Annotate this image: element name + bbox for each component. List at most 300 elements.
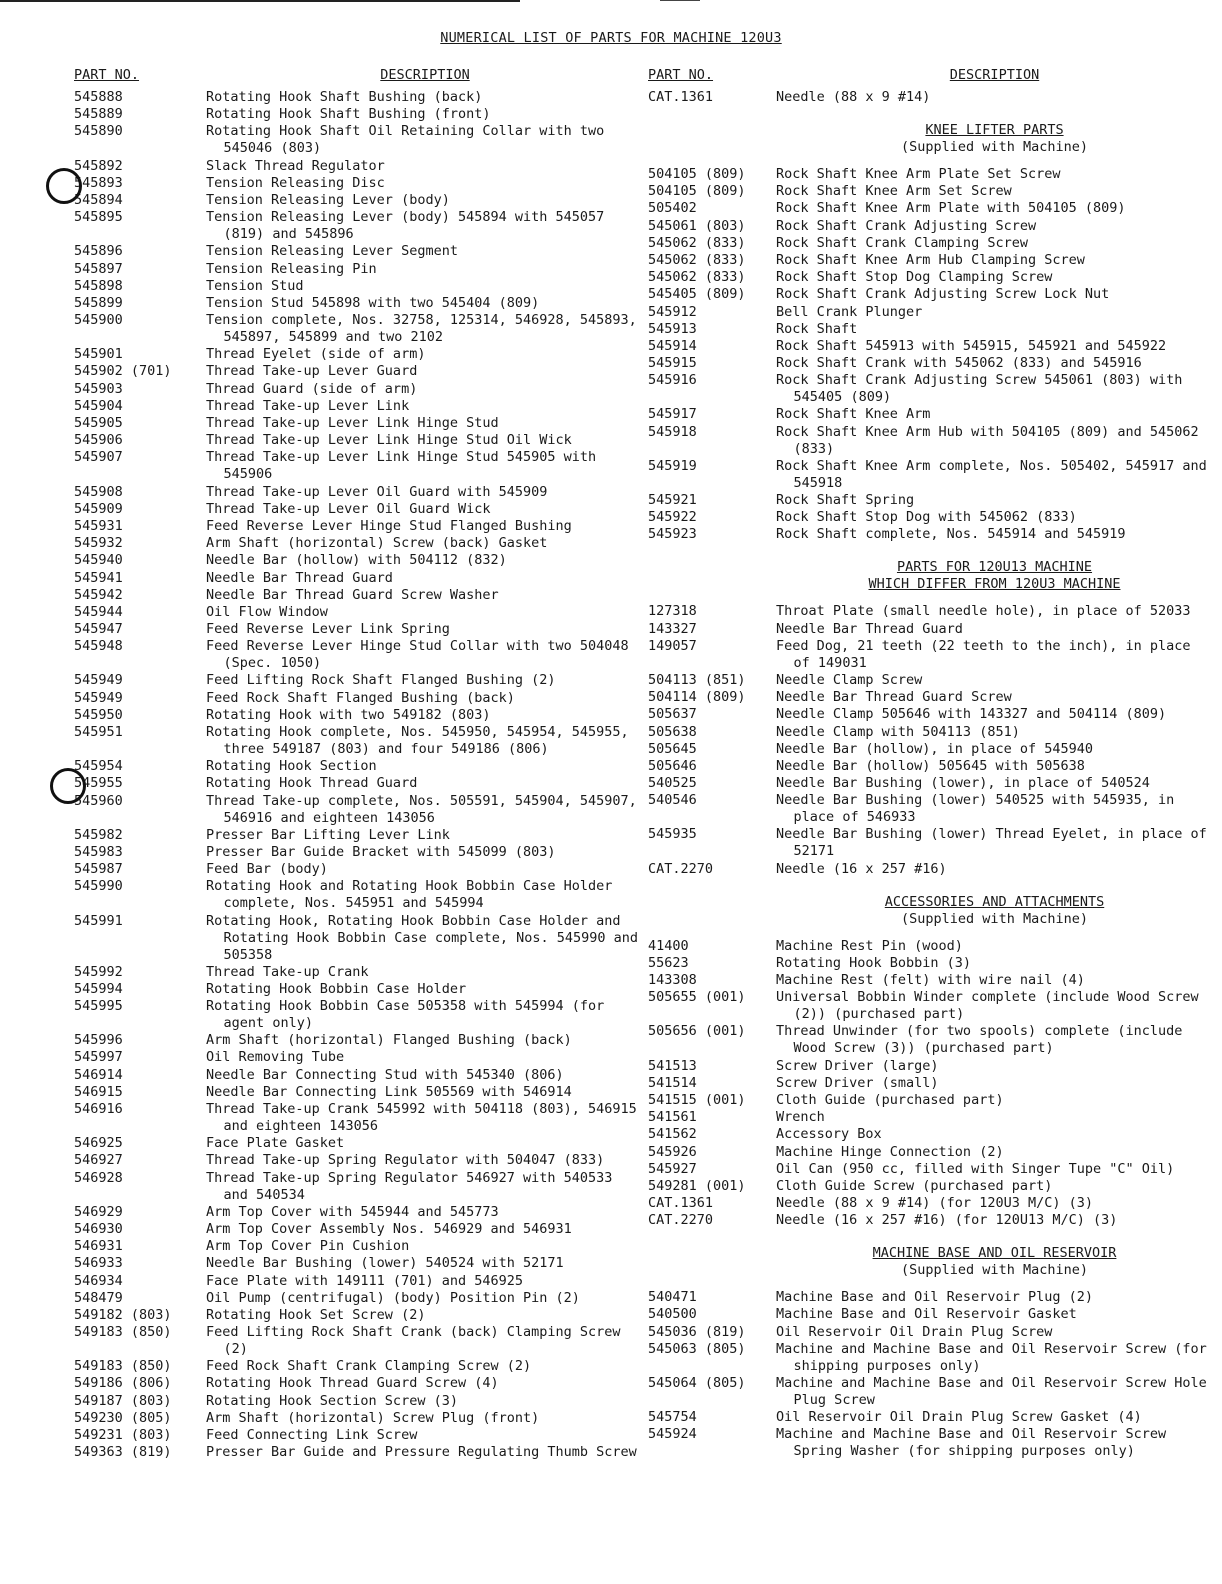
right-parts-list — [648, 89, 1213, 1460]
part-number: 545062 (833) — [648, 251, 746, 268]
part-description: Rotating Hook Bobbin (3) — [776, 954, 972, 971]
table-row — [74, 175, 644, 192]
table-row — [648, 406, 1213, 423]
part-description: Universal Bobbin Winder complete (include Wood Screw (2)) (purchased part) — [776, 989, 1207, 1023]
section-title: ACCESSORIES AND ATTACHMENTS — [884, 893, 1105, 910]
part-description: Feed Lifting Rock Shaft Flanged Bushing (2) — [206, 672, 556, 689]
part-description: Cloth Guide (purchased part) — [776, 1091, 1004, 1108]
part-number: 545889 — [74, 106, 123, 123]
part-number: 541515 (001) — [648, 1091, 746, 1108]
page-title: NUMERICAL LIST OF PARTS FOR MACHINE 120U3 — [440, 30, 782, 46]
part-number: 545944 — [74, 603, 123, 620]
part-description: Thread Take-up Crank 545992 with 504118 (803), 546915 and eighteen 143056 — [206, 1101, 645, 1134]
table-row — [74, 1324, 644, 1358]
part-description: Arm Shaft (horizontal) Screw (back) Gasket — [206, 535, 548, 552]
table-row — [648, 1092, 1213, 1109]
part-number: 541561 — [648, 1109, 697, 1126]
part-number: 545916 — [648, 372, 697, 389]
part-description: Needle Bar (hollow), in place of 545940 — [776, 740, 1093, 757]
part-description: Oil Reservoir Oil Drain Plug Screw — [776, 1323, 1053, 1340]
part-number: 545064 (805) — [648, 1375, 746, 1391]
part-description: Rock Shaft Crank Adjusting Screw 545061 (803) with 545405 (809) — [776, 372, 1191, 406]
part-number: 545954 — [74, 758, 123, 775]
table-row — [74, 793, 644, 827]
table-row — [648, 1426, 1213, 1460]
part-description: Machine Rest (felt) with wire nail (4) — [776, 972, 1085, 988]
part-description: Rotating Hook Thread Guard — [206, 775, 418, 792]
part-number: 545926 — [648, 1143, 697, 1160]
part-description: Rotating Hook Shaft Oil Retaining Collar with two 545046 (803) — [206, 123, 613, 157]
table-row — [648, 1341, 1213, 1375]
part-number: 549183 (850) — [74, 1358, 172, 1375]
part-number: 505655 (001) — [648, 989, 746, 1006]
table-row — [648, 1178, 1213, 1195]
part-number: CAT.2270 — [648, 860, 714, 877]
hand-drawn-circle-mark — [46, 168, 82, 204]
part-number: 549187 (803) — [74, 1392, 172, 1409]
table-row — [74, 707, 644, 724]
part-number: 545992 — [74, 963, 123, 980]
part-description: Needle (88 x 9 #14) (for 120U3 M/C) (3) — [776, 1195, 1093, 1212]
part-number: 546934 — [74, 1272, 123, 1289]
description-header: DESCRIPTION — [380, 67, 470, 83]
table-row — [74, 449, 644, 483]
part-description: Rock Shaft Knee Arm Plate with 504105 (809) — [776, 200, 1126, 217]
part-number: 541514 — [648, 1074, 697, 1091]
part-description: Needle Bar (hollow) 505645 with 505638 — [776, 757, 1085, 774]
part-description: Bell Crank Plunger — [776, 303, 923, 320]
table-row — [648, 955, 1213, 972]
table-row — [648, 1023, 1213, 1057]
part-number: 541562 — [648, 1126, 697, 1143]
part-description: Oil Can (950 cc, filled with Singer Tupe "C" Oil) — [776, 1160, 1175, 1177]
table-row — [74, 1358, 644, 1375]
part-description: Oil Pump (centrifugal) (body) Position Pin (2) — [206, 1289, 580, 1306]
part-description: Thread Guard (side of arm) — [206, 380, 418, 397]
part-description: Thread Take-up Lever Guard — [206, 363, 418, 380]
part-number: CAT.1361 — [648, 89, 714, 105]
table-row — [74, 261, 644, 278]
table-row — [648, 286, 1213, 303]
part-description: Thread Take-up Spring Regulator with 504047 (833) — [206, 1152, 605, 1169]
part-description: Rock Shaft Crank with 545062 (833) and 545916 — [776, 355, 1142, 372]
part-number: 545949 — [74, 689, 123, 706]
section-title: MACHINE BASE AND OIL RESERVOIR — [872, 1245, 1117, 1262]
table-row — [648, 938, 1213, 955]
table-row — [74, 518, 644, 535]
part-description: Oil Removing Tube — [206, 1049, 345, 1066]
part-description: Rock Shaft Crank Adjusting Screw — [776, 217, 1037, 234]
part-description: Wrench — [776, 1109, 825, 1126]
part-number: 545063 (805) — [648, 1340, 746, 1357]
part-description: Needle (16 x 257 #16) (for 120U13 M/C) (3) — [776, 1212, 1118, 1229]
table-row — [74, 295, 644, 312]
part-number: 545983 — [74, 843, 123, 860]
part-number: 545955 — [74, 775, 123, 792]
part-number: 545062 (833) — [648, 234, 746, 251]
part-description: Needle Clamp 505646 with 143327 and 504114 (809) — [776, 706, 1167, 723]
table-row — [648, 724, 1213, 741]
part-number: 545995 — [74, 998, 123, 1015]
table-row — [74, 209, 644, 243]
part-number: 540471 — [648, 1289, 697, 1306]
part-number: 545932 — [74, 535, 123, 552]
part-description: Needle Bar Bushing (lower), in place of 540524 — [776, 775, 1150, 792]
part-number: 541513 — [648, 1057, 697, 1074]
table-row — [648, 1195, 1213, 1212]
part-description: Rotating Hook Section Screw (3) — [206, 1392, 458, 1409]
table-row — [648, 638, 1213, 672]
part-number: 545987 — [74, 861, 123, 878]
part-description: Rock Shaft Knee Arm Hub Clamping Screw — [776, 251, 1085, 268]
part-description: Needle Bar Connecting Stud with 545340 (806) — [206, 1066, 564, 1083]
part-number: 545890 — [74, 123, 123, 140]
part-description: Tension Releasing Lever Segment — [206, 243, 458, 260]
part-number: 546928 — [74, 1169, 123, 1186]
part-description: Needle Bar Thread Guard — [206, 569, 393, 586]
part-number: 540500 — [648, 1306, 697, 1323]
table-row — [648, 492, 1213, 509]
table-row — [648, 269, 1213, 286]
table-row — [74, 1135, 644, 1152]
table-row — [74, 758, 644, 775]
table-row — [648, 321, 1213, 338]
part-number: 545913 — [648, 320, 697, 337]
part-description: Presser Bar Guide Bracket with 545099 (803) — [206, 843, 556, 860]
part-description: Machine and Machine Base and Oil Reservoir Screw (for shipping purposes only) — [776, 1340, 1215, 1374]
part-number: 546931 — [74, 1238, 123, 1255]
part-number: 504105 (809) — [648, 183, 746, 200]
part-description: Accessory Box — [776, 1126, 882, 1143]
part-description: Needle Clamp with 504113 (851) — [776, 723, 1020, 740]
part-number: 545907 — [74, 449, 123, 466]
part-number: 545902 (701) — [74, 363, 172, 380]
part-description: Needle Bar Thread Guard Screw Washer — [206, 586, 499, 603]
part-number: 545924 — [648, 1426, 697, 1443]
part-number: 41400 — [648, 937, 689, 954]
part-number: 545942 — [74, 586, 123, 603]
part-number: 545904 — [74, 397, 123, 414]
part-number: CAT.1361 — [648, 1195, 714, 1212]
part-number: 55623 — [648, 954, 689, 971]
part-description: Machine and Machine Base and Oil Reservoir Screw Hole Plug Screw — [776, 1375, 1215, 1408]
table-row — [74, 1255, 644, 1272]
table-row — [74, 89, 644, 106]
scan-edge-line — [660, 0, 700, 1]
part-number: 545922 — [648, 509, 697, 526]
table-row — [74, 312, 644, 346]
part-description: Oil Reservoir Oil Drain Plug Screw Gasket (4) — [776, 1409, 1142, 1426]
part-number: 545923 — [648, 526, 697, 543]
part-number: 545892 — [74, 157, 123, 174]
part-number: 505656 (001) — [648, 1023, 746, 1040]
part-number: 540525 — [648, 775, 697, 792]
table-row — [74, 381, 644, 398]
table-row — [74, 1427, 644, 1444]
table-row — [74, 243, 644, 260]
right-parts-column — [648, 67, 1213, 1461]
part-description: Feed Lifting Rock Shaft Crank (back) Clamping Screw (2) — [206, 1324, 629, 1358]
part-number: 546914 — [74, 1066, 123, 1083]
part-number: 504114 (809) — [648, 689, 746, 706]
part-number: 545917 — [648, 406, 697, 423]
part-description: Tension Releasing Lever (body) — [206, 191, 450, 208]
table-row — [74, 363, 644, 380]
part-number: 545940 — [74, 552, 123, 569]
part-number: 545906 — [74, 432, 123, 449]
part-description: Rotating Hook and Rotating Hook Bobbin Case Holder complete, Nos. 545951 and 545994 — [206, 878, 621, 912]
table-row — [74, 1221, 644, 1238]
scan-edge-line — [0, 0, 520, 2]
part-description: Thread Take-up Crank — [206, 963, 369, 980]
part-description: Thread Take-up Lever Link — [206, 397, 410, 414]
part-number: 143308 — [648, 972, 697, 988]
table-row — [74, 690, 644, 707]
table-row — [74, 998, 644, 1032]
table-row — [74, 878, 644, 912]
table-row — [74, 638, 644, 672]
table-row — [648, 166, 1213, 183]
part-number: 549230 (805) — [74, 1409, 172, 1426]
table-row — [74, 1032, 644, 1049]
table-row — [74, 912, 647, 964]
table-row — [74, 346, 644, 363]
table-row — [648, 603, 1213, 620]
table-row — [648, 1306, 1213, 1323]
table-row — [648, 1126, 1213, 1143]
left-column-header — [74, 67, 644, 89]
part-number: 545951 — [74, 724, 123, 740]
part-number: 546927 — [74, 1152, 123, 1169]
part-number: 545888 — [74, 89, 123, 105]
table-row — [648, 689, 1213, 706]
part-description: Screw Driver (small) — [776, 1074, 939, 1091]
table-row — [648, 1212, 1213, 1229]
part-description: Needle Bar Bushing (lower) Thread Eyelet, in place of 52171 — [776, 826, 1215, 860]
table-row — [648, 218, 1213, 235]
table-row — [74, 1170, 644, 1204]
part-description: Feed Dog, 21 teeth (22 teeth to the inch), in place of 149031 — [776, 637, 1199, 671]
part-description: Thread Take-up complete, Nos. 505591, 545904, 545907, 546916 and eighteen 143056 — [206, 792, 645, 826]
table-row — [74, 1101, 644, 1135]
part-description: Tension Stud — [206, 277, 304, 294]
part-number: 505638 — [648, 723, 697, 740]
part-number: 546929 — [74, 1203, 123, 1220]
part-number: 545894 — [74, 191, 123, 208]
table-row — [648, 1409, 1213, 1426]
part-description: Tension Releasing Lever (body) 545894 with 545057 (819) and 545896 — [206, 209, 613, 243]
part-number: 545982 — [74, 826, 123, 843]
table-row — [74, 1290, 644, 1307]
table-row — [648, 1289, 1213, 1306]
part-number: 545893 — [74, 174, 123, 191]
part-number: 545896 — [74, 243, 123, 260]
part-description: Feed Reverse Lever Hinge Stud Flanged Bushing — [206, 517, 572, 534]
part-description: Rotating Hook Bobbin Case Holder — [206, 980, 467, 997]
part-number: 545908 — [74, 483, 123, 500]
table-row — [648, 972, 1213, 989]
part-number: 545935 — [648, 826, 697, 843]
part-number: 545918 — [648, 423, 697, 440]
table-row — [648, 304, 1213, 321]
table-row — [648, 1144, 1213, 1161]
table-row — [74, 1152, 644, 1169]
part-description: Tension Releasing Disc — [206, 174, 385, 191]
part-description: Face Plate Gasket — [206, 1135, 345, 1152]
part-number: 504105 (809) — [648, 166, 746, 182]
part-number: 545931 — [74, 517, 123, 534]
table-row — [648, 509, 1213, 526]
section-heading — [776, 122, 1213, 156]
section-subtitle: (Supplied with Machine) — [901, 1262, 1088, 1279]
part-number: 505637 — [648, 706, 697, 723]
part-description: Thread Eyelet (side of arm) — [206, 346, 426, 363]
part-number: 545909 — [74, 500, 123, 517]
part-description: Presser Bar Guide and Pressure Regulating Thumb Screw — [206, 1444, 637, 1461]
table-row — [74, 775, 644, 792]
part-description: Thread Take-up Lever Link Hinge Stud — [206, 415, 499, 431]
table-row — [648, 1058, 1213, 1075]
part-description: Rotating Hook Shaft Bushing (front) — [206, 106, 491, 123]
part-description: Rock Shaft Stop Dog with 545062 (833) — [776, 509, 1077, 526]
part-number: 545912 — [648, 303, 697, 320]
part-number: 545061 (803) — [648, 217, 746, 234]
part-number: 545941 — [74, 569, 123, 586]
section-heading — [776, 1245, 1213, 1279]
part-description: Slack Thread Regulator — [206, 157, 385, 174]
part-number: 546933 — [74, 1255, 123, 1272]
part-description: Machine Hinge Connection (2) — [776, 1143, 1004, 1160]
table-row — [74, 432, 644, 449]
table-row — [74, 1067, 644, 1084]
part-number: 545994 — [74, 980, 123, 997]
table-row — [74, 1084, 644, 1101]
table-row — [648, 252, 1213, 269]
table-row — [74, 398, 644, 415]
table-row — [74, 192, 644, 209]
part-description: Feed Bar (body) — [206, 861, 328, 878]
part-number: 149057 — [648, 637, 697, 654]
table-row — [74, 535, 644, 552]
part-number: 545921 — [648, 492, 697, 508]
part-description: Rock Shaft Crank Clamping Screw — [776, 234, 1028, 251]
table-row — [648, 1324, 1213, 1341]
part-description: Needle (16 x 257 #16) — [776, 860, 947, 877]
part-number: 546930 — [74, 1220, 123, 1237]
part-description: Needle Bar Thread Guard — [776, 620, 963, 637]
part-description: Rock Shaft Spring — [776, 492, 915, 508]
part-number: 545754 — [648, 1409, 697, 1426]
part-number: 545062 (833) — [648, 269, 746, 286]
table-row — [648, 424, 1213, 458]
table-row — [74, 570, 644, 587]
part-description: Arm Shaft (horizontal) Screw Plug (front) — [206, 1409, 540, 1426]
part-description: Machine Rest Pin (wood) — [776, 937, 963, 954]
part-description: Rotating Hook Set Screw (2) — [206, 1306, 426, 1323]
part-description: Needle Bar Thread Guard Screw — [776, 689, 1012, 706]
table-row — [74, 1307, 644, 1324]
table-row — [648, 758, 1213, 775]
table-row — [648, 183, 1213, 200]
table-row — [74, 827, 644, 844]
table-row — [74, 106, 644, 123]
table-row — [648, 826, 1213, 860]
table-row — [74, 621, 644, 638]
table-row — [648, 672, 1213, 689]
part-description: Rock Shaft Knee Arm Hub with 504105 (809) and 545062 (833) — [776, 423, 1207, 457]
part-number: 504113 (851) — [648, 671, 746, 688]
part-no-header: PART NO. — [648, 67, 714, 83]
part-number: 545990 — [74, 878, 123, 895]
table-row — [74, 861, 644, 878]
table-row — [648, 355, 1213, 372]
table-row — [648, 1109, 1213, 1126]
part-number: 545915 — [648, 355, 697, 372]
part-description: Rotating Hook Shaft Bushing (back) — [206, 89, 483, 105]
part-description: Presser Bar Lifting Lever Link — [206, 826, 450, 843]
part-number: 545914 — [648, 337, 697, 354]
part-description: Feed Connecting Link Screw — [206, 1427, 418, 1443]
table-row — [74, 1204, 644, 1221]
part-description: Needle Bar Bushing (lower) 540524 with 52171 — [206, 1255, 564, 1272]
table-row — [648, 458, 1213, 492]
table-row — [74, 415, 644, 432]
part-description: Rotating Hook complete, Nos. 545950, 545954, 545955, three 549187 (803) and four 549186 (806) — [206, 724, 637, 757]
part-number: 545405 (809) — [648, 286, 746, 303]
part-description: Needle Bar Bushing (lower) 540525 with 545935, in place of 546933 — [776, 792, 1183, 826]
part-description: Rock Shaft Knee Arm Plate Set Screw — [776, 166, 1061, 182]
table-row — [648, 989, 1213, 1023]
section-title: PARTS FOR 120U13 MACHINE — [896, 559, 1093, 576]
part-description: Rotating Hook with two 549182 (803) — [206, 706, 491, 723]
part-number: 545895 — [74, 209, 123, 226]
table-row — [74, 672, 644, 689]
part-number: 545036 (819) — [648, 1323, 746, 1340]
table-row — [648, 372, 1213, 406]
table-row — [74, 123, 644, 157]
part-description: Machine and Machine Base and Oil Reservoir Screw Spring Washer (for shipping purposes only) — [776, 1426, 1175, 1460]
table-row — [74, 1375, 644, 1392]
left-parts-list — [74, 89, 647, 1461]
part-number: 545900 — [74, 312, 123, 329]
part-description: Thread Take-up Lever Link Hinge Stud 545905 with 545906 — [206, 449, 605, 483]
part-number: 545950 — [74, 706, 123, 723]
part-number: CAT.2270 — [648, 1212, 714, 1229]
table-row — [648, 1161, 1213, 1178]
table-row — [648, 1075, 1213, 1092]
table-row — [648, 526, 1213, 543]
part-description: Needle Bar (hollow) with 504112 (832) — [206, 552, 507, 569]
table-row — [74, 158, 644, 175]
part-number: 549182 (803) — [74, 1306, 172, 1323]
table-row — [648, 338, 1213, 355]
description-header: DESCRIPTION — [949, 67, 1040, 83]
table-row — [648, 792, 1213, 826]
part-number: 545960 — [74, 792, 123, 809]
part-description: Rotating Hook, Rotating Hook Bobbin Case Holder and Rotating Hook Bobbin Case complete, Nos. 545990 and 505358 — [206, 912, 647, 963]
part-number: 546916 — [74, 1101, 123, 1117]
section-title: KNEE LIFTER PARTS — [925, 122, 1064, 138]
table-row — [74, 501, 644, 518]
part-description: Arm Top Cover Pin Cushion — [206, 1238, 410, 1255]
part-description: Needle Bar Connecting Link 505569 with 546914 — [206, 1083, 572, 1100]
part-number: 540546 — [648, 792, 697, 809]
part-description: Needle (88 x 9 #14) — [776, 89, 931, 105]
part-number: 548479 — [74, 1289, 123, 1306]
part-number: 545949 — [74, 672, 123, 689]
part-number: 545997 — [74, 1049, 123, 1066]
part-description: Feed Rock Shaft Flanged Bushing (back) — [206, 689, 515, 706]
